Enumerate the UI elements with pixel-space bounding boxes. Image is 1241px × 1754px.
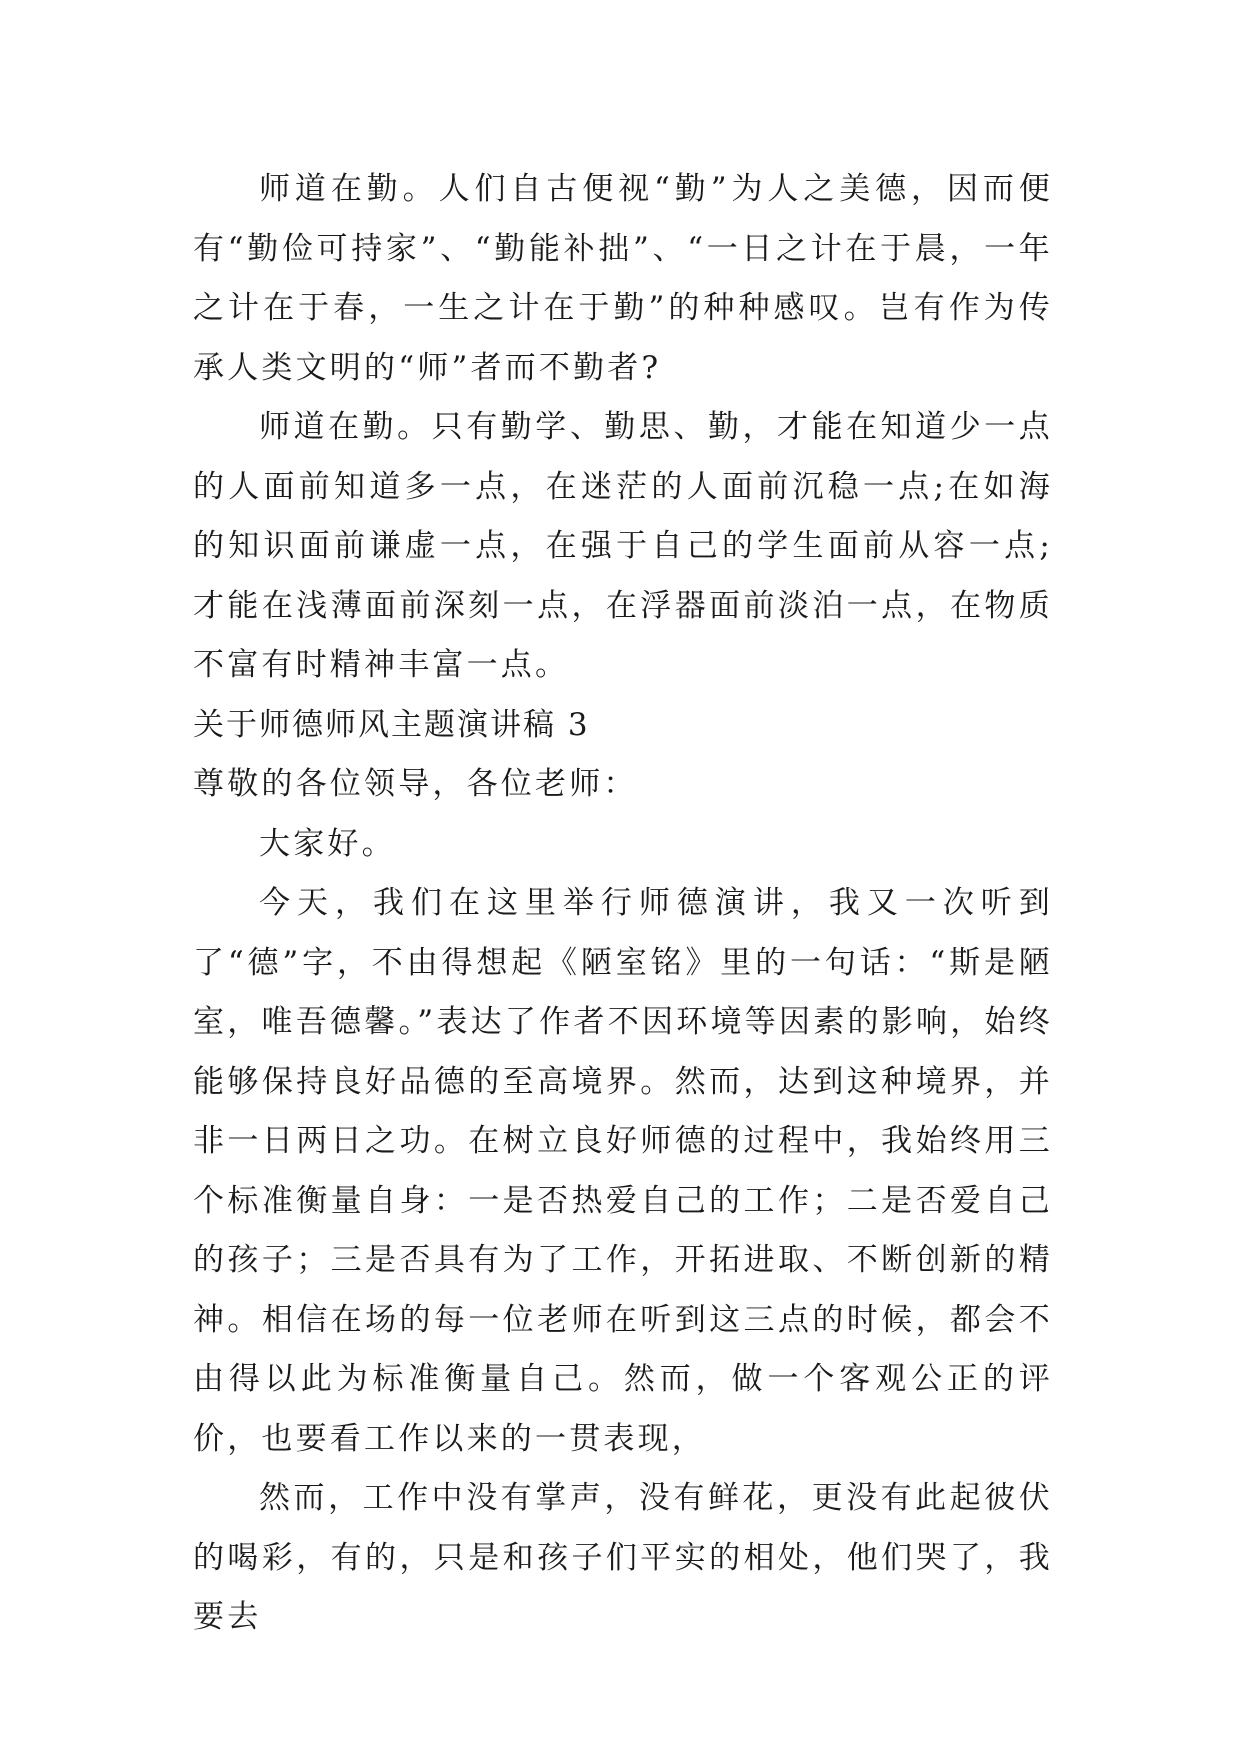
- paragraph-diligence-1: 师道在勤。人们自古便视“勤”为人之美德，因而便有“勤俭可持家”、“勤能补拙”、“一日之计在于晨，一年之计在于春，一生之计在于勤”的种种感叹。岂有作为传承人类文明的“师”者而不勤者?: [193, 171, 1053, 386]
- greeting: 大家好。: [259, 825, 396, 862]
- paragraph-diligence-2: 师道在勤。只有勤学、勤思、勤，才能在知道少一点的人面前知道多一点，在迷茫的人面前沉稳一点;在如海的知识面前谦虚一点，在强于自己的学生面前从容一点;才能在浅薄面前深刻一点，在浮器面前淡泊一点，在物质不富有时精神丰富一点。: [193, 409, 1053, 683]
- paragraph-speech-2: 然而，工作中没有掌声，没有鲜花，更没有此起彼伏的喝彩，有的，只是和孩子们平实的相处，他们哭了，我要去: [193, 1480, 1053, 1635]
- salutation: 尊敬的各位领导，各位老师：: [193, 766, 638, 802]
- document-body: [193, 160, 1053, 1648]
- section-heading: 关于师德师风主题演讲稿 3: [193, 706, 590, 743]
- paragraph-speech-1: 今天，我们在这里举行师德演讲，我又一次听到了“德”字，不由得想起《陋室铭》里的一句话：“斯是陋室，唯吾德馨。”表达了作者不因环境等因素的影响，始终能够保持良好品德的至高境界。然而，达到这种境界，并非一日两日之功。在树立良好师德的过程中，我始终用三个标准衡量自身：一是否热爱自己的工作；二是否爱自己的孩子；三是否具有为了工作，开拓进取、不断创新的精神。相信在场的每一位老师在听到这三点的时候，都会不由得以此为标准衡量自己。然而，做一个客观公正的评价，也要看工作以来的一贯表现，: [193, 885, 1053, 1457]
